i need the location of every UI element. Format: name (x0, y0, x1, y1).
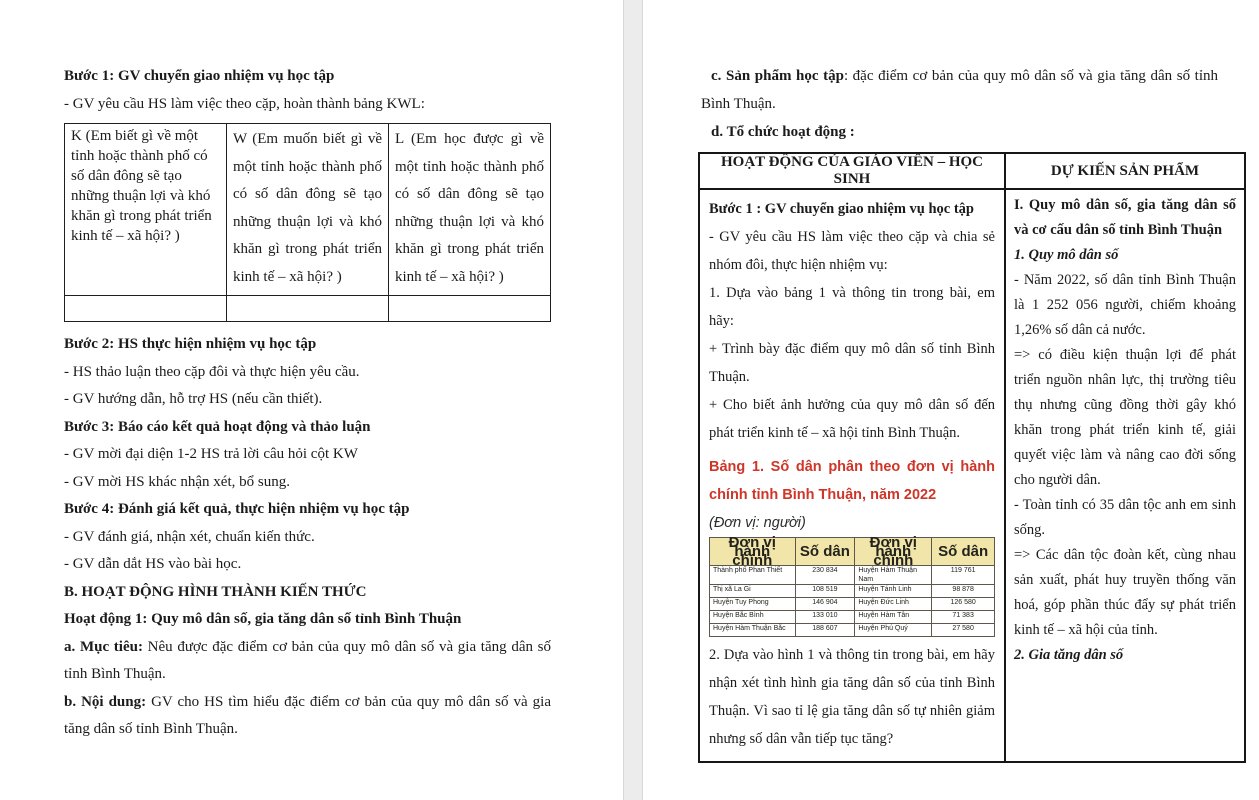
kwl-empty-row (65, 296, 551, 322)
tbl-right-p3: - Toàn tỉnh có 35 dân tộc anh em sinh sống. (1014, 497, 1236, 538)
expected-product-cell (1005, 189, 1245, 762)
kwl-cell-l: L (Em học được gì về một tỉnh hoặc thành phố có số dân đông sẽ tạo những thuận lợi và khó khăn gì trong phát triển kinh tế – xã hội? ) (389, 124, 551, 296)
activity1-heading: Hoạt động 1: Quy mô dân số, gia tăng dân số tỉnh Bình Thuận (64, 611, 462, 627)
step2-p2: - GV hướng dẫn, hỗ trợ HS (nếu cần thiết). (64, 391, 323, 407)
muc-tieu-paragraph (64, 634, 551, 689)
pop-cell: Huyện Hàm Thuận Bắc (710, 624, 796, 637)
step4-p1: - GV đánh giá, nhận xét, chuẩn kiến thức. (64, 528, 315, 545)
kwl-cell-k: K (Em biết gì về một tỉnh hoặc thành phố có số dân đông sẽ tạo những thuận lợi và khó khăn gì trong phát triển kinh tế – xã hội? ) (65, 124, 227, 296)
kwl-empty-cell-k (65, 296, 227, 322)
activity-table-header-left: HOẠT ĐỘNG CỦA GIÁO VIÊN – HỌC SINH (699, 153, 1005, 189)
tbl-right-p2: => có điều kiện thuận lợi để phát triển nguồn nhân lực, thị trường tiêu thụ nhưng cũng đồng thời gây khó khăn trong phát triển kinh tế, giải quyết việc làm và nâng cao đời sống cho người dân. (1014, 347, 1236, 488)
tbl-right-h3: 2. Gia tăng dân số (1014, 647, 1124, 663)
population-table-figure (709, 453, 995, 637)
step4-p2: - GV dẫn dắt HS vào bài học. (64, 556, 242, 572)
step4-heading: Bước 4: Đánh giá kết quả, thực hiện nhiệm vụ học tập (64, 501, 410, 517)
san-pham-text: : đặc điểm cơ bản của quy mô dân số và gia tăng dân số tỉnh Bình Thuận. (701, 68, 1218, 112)
section-b-heading: B. HOẠT ĐỘNG HÌNH THÀNH KIẾN THỨC (64, 583, 367, 600)
pop-cell: Huyện Đức Linh (855, 598, 932, 611)
activity-table-body-row (699, 189, 1245, 762)
population-table-row (710, 624, 995, 637)
tbl-right-h2: 1. Quy mô dân số (1014, 247, 1119, 263)
activity-table-header-row (699, 153, 1245, 189)
population-table-header-row (710, 538, 995, 566)
noi-dung-label: b. Nội dung: (64, 693, 147, 710)
muc-tieu-text: Nêu được đặc điểm cơ bản của quy mô dân số và gia tăng dân số tỉnh Bình Thuận. (64, 638, 551, 682)
tbl-right-h1: I. Quy mô dân số, gia tăng dân số và cơ cấu dân số tỉnh Bình Thuận (1014, 197, 1236, 238)
population-table-row (710, 585, 995, 598)
pop-cell: 119 761 (932, 566, 995, 585)
population-table-row (710, 566, 995, 585)
tbl-step1-heading: Bước 1 : GV chuyển giao nhiệm vụ học tập (709, 201, 975, 217)
noi-dung-text: GV cho HS tìm hiểu đặc điểm cơ bản của quy mô dân số và gia tăng dân số tỉnh Bình Thuận. (64, 693, 551, 737)
tbl-left-p3: + Trình bày đặc điểm quy mô dân số tỉnh Bình Thuận. (709, 341, 995, 385)
pop-cell: Huyện Tuy Phong (710, 598, 796, 611)
left-page-content (0, 0, 623, 744)
figure-title: Bảng 1. Số dân phân theo đơn vị hành chính tỉnh Bình Thuận, năm 2022 (709, 459, 995, 503)
to-chuc-heading: d. Tổ chức hoạt động : (711, 124, 855, 140)
kwl-empty-cell-l (389, 296, 551, 322)
pop-cell: 126 580 (932, 598, 995, 611)
pop-cell: 133 010 (795, 611, 855, 624)
pop-cell: Thành phố Phan Thiết (710, 566, 796, 585)
activity-table-header-right: DỰ KIẾN SẢN PHẨM (1005, 153, 1245, 189)
pop-header-population-2: Số dân (932, 538, 995, 566)
population-table-row (710, 598, 995, 611)
tbl-left-p1: - GV yêu cầu HS làm việc theo cặp và chia sẻ nhóm đôi, thực hiện nhiệm vụ: (709, 229, 995, 273)
figure-unit-note: (Đơn vị: người) (709, 515, 806, 531)
pop-cell: 230 834 (795, 566, 855, 585)
pop-cell: 188 607 (795, 624, 855, 637)
pop-cell: Thị xã La Gi (710, 585, 796, 598)
san-pham-label: c. Sản phẩm học tập (711, 68, 844, 84)
pop-header-admin-2: Đơn vị hành chính (855, 538, 932, 566)
activity-table (698, 152, 1246, 763)
pop-cell: Huyện Tánh Linh (855, 585, 932, 598)
step2-p1: - HS thảo luận theo cặp đôi và thực hiện yêu cầu. (64, 363, 360, 380)
pop-header-population-1: Số dân (795, 538, 855, 566)
tbl-left-p2: 1. Dựa vào bảng 1 và thông tin trong bài, em hãy: (709, 285, 995, 329)
tbl-right-p4: => Các dân tộc đoàn kết, cùng nhau sản xuất, phát huy truyền thống văn hoá, góp phần thúc đẩy sự phát triển kinh tế – xã hội của tỉnh. (1014, 547, 1236, 638)
pop-cell: 27 580 (932, 624, 995, 637)
pop-cell: Huyện Hàm Tân (855, 611, 932, 624)
right-page-content (643, 0, 1259, 763)
pop-cell: 98 878 (932, 585, 995, 598)
pop-cell: 146 904 (795, 598, 855, 611)
step1-intro: - GV yêu cầu HS làm việc theo cặp, hoàn thành bảng KWL: (64, 95, 425, 112)
document-page-right (642, 0, 1259, 800)
step3-heading: Bước 3: Báo cáo kết quả hoạt động và thảo luận (64, 418, 371, 435)
population-table (709, 534, 995, 637)
pop-cell: Huyện Bắc Bình (710, 611, 796, 624)
step3-p2: - GV mời HS khác nhận xét, bổ sung. (64, 473, 290, 490)
pop-header-admin-1: Đơn vị hành chính (710, 538, 796, 566)
kwl-table (64, 123, 551, 322)
kwl-header-row (65, 124, 551, 296)
pop-cell: Huyện Hàm Thuận Nam (855, 566, 932, 585)
step3-p1: - GV mời đại diện 1-2 HS trả lời câu hỏi cột KW (64, 446, 358, 462)
kwl-empty-cell-w (227, 296, 389, 322)
step2-heading: Bước 2: HS thực hiện nhiệm vụ học tập (64, 336, 317, 352)
pop-cell: 71 383 (932, 611, 995, 624)
teacher-student-activity-cell (699, 189, 1005, 762)
tbl-left-p5: 2. Dựa vào hình 1 và thông tin trong bài, em hãy nhận xét tình hình gia tăng dân số của tỉnh Bình Thuận. Vì sao tỉ lệ gia tăng dân số tự nhiên giảm nhưng số dân vẫn tiếp tục tăng? (709, 647, 995, 747)
tbl-left-p4: + Cho biết ảnh hưởng của quy mô dân số đến phát triển kinh tế – xã hội tỉnh Bình Thuận. (709, 397, 995, 441)
step1-heading: Bước 1: GV chuyển giao nhiệm vụ học tập (64, 68, 335, 84)
kwl-cell-w: W (Em muốn biết gì về một tỉnh hoặc thành phố có số dân đông sẽ tạo những thuận lợi và khó khăn gì trong phát triển kinh tế – xã hội? ) (227, 124, 389, 296)
noi-dung-paragraph (64, 689, 551, 744)
tbl-right-p1: - Năm 2022, số dân tỉnh Bình Thuận là 1 252 056 người, chiếm khoảng 1,26% số dân cả nước. (1014, 272, 1236, 338)
population-table-row (710, 611, 995, 624)
pop-cell: Huyện Phú Quý (855, 624, 932, 637)
document-page-left (0, 0, 624, 800)
muc-tieu-label: a. Mục tiêu: (64, 638, 143, 655)
pop-cell: 108 519 (795, 585, 855, 598)
san-pham-paragraph (701, 62, 1218, 118)
